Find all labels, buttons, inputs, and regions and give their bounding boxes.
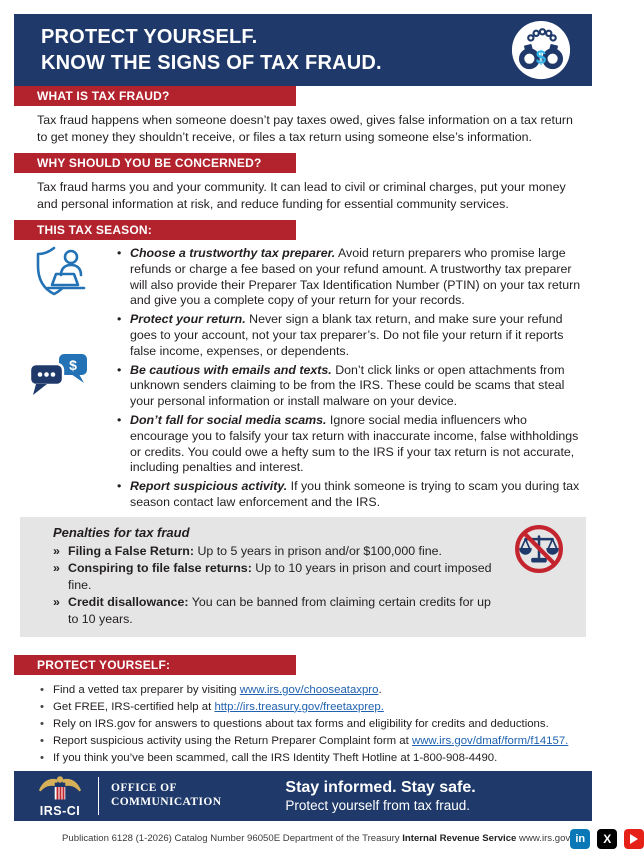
footer-divider xyxy=(98,777,99,815)
penalty-item-2-lead: Conspiring to file false returns: xyxy=(68,560,252,575)
publication-text: Publication 6128 (1-2026) Catalog Number 96050E Department of the Treasury Internal Revenue Service www.irs.gov xyxy=(62,833,571,845)
section-heading-season-label: THIS TAX SEASON: xyxy=(37,223,152,237)
section-heading-what-label: WHAT IS TAX FRAUD? xyxy=(37,89,170,103)
eagle-emblem-icon xyxy=(37,775,83,800)
page-title-line1: PROTECT YOURSELF. xyxy=(41,26,258,48)
protect-bullet-5-text: If you think you’ve been scammed, call the IRS Identity Theft Hotline at 1-800-908-4490. xyxy=(53,751,498,764)
protect-bullet-1-text: Find a vetted tax preparer by visiting xyxy=(53,683,240,696)
protect-bullet-3 xyxy=(40,716,592,733)
season-bullet-2-lead: Protect your return. xyxy=(130,312,246,327)
section-heading-what xyxy=(14,86,296,106)
no-scales-icon xyxy=(514,524,564,574)
protect-bullet-5 xyxy=(40,750,592,767)
section-heading-why-label: WHY SHOULD YOU BE CONCERNED? xyxy=(37,156,262,170)
season-bullet-4-lead: Don’t fall for social media scams. xyxy=(130,412,327,427)
chooseataxpro-link[interactable]: www.irs.gov/chooseataxpro xyxy=(239,683,379,696)
complaint-form-link[interactable]: www.irs.gov/dmaf/form/f14157. xyxy=(411,734,569,747)
protect-bullet-2-text: Get FREE, IRS-certified help at xyxy=(53,700,215,713)
protect-bullet-1-post: . xyxy=(378,683,382,696)
season-bullet-3-text: Don’t click links or open attachments from unknown senders claiming to be from the IRS. These could be scams that steal your personal information or install malware on your device. xyxy=(130,362,565,409)
penalty-item-1-lead: Filing a False Return: xyxy=(68,543,194,558)
season-bullet-5 xyxy=(117,479,588,511)
why-body-text: Tax fraud harms you and your community. It can lead to civil or criminal charges, put your money and personal information at risk, and reduce funding for essential community services. xyxy=(37,180,566,211)
irs-ci-label: IRS-CI xyxy=(39,803,81,818)
section-heading-why xyxy=(14,153,296,173)
season-bullet-list xyxy=(117,246,588,511)
section-heading-protect-label: PROTECT YOURSELF: xyxy=(37,657,171,672)
penalty-item-3 xyxy=(53,594,496,628)
footer-tagline xyxy=(285,778,475,814)
penalty-item-2-text: Up to 10 years in prison and court imposed fine. xyxy=(68,560,492,592)
season-bullet-4-text: Ignore social media influencers who encourage you to falsify your tax return with inaccurate income, false withholdings or credits. You could owe a hefty sum to the IRS if your tax return is not accurate, including penalties and interest. xyxy=(130,412,579,475)
protect-bullet-list xyxy=(40,682,592,767)
irs-bold-label: Internal Revenue Service xyxy=(402,833,517,845)
season-bullet-4 xyxy=(117,413,588,476)
protect-bullet-4 xyxy=(40,733,592,750)
season-bullet-2-text: Never sign a blank tax return, and make sure your refund goes to your account, not your tax preparer’s. Do not file your return if it reports false income, expenses, or dependents. xyxy=(130,312,564,358)
penalty-item-1 xyxy=(53,543,496,560)
protect-bullet-4-text: Report suspicious activity using the Return Preparer Complaint form at xyxy=(53,734,412,747)
season-bullet-3-lead: Be cautious with emails and texts. xyxy=(130,362,332,377)
tax-preparer-icon xyxy=(34,244,92,300)
x-twitter-icon[interactable]: X xyxy=(597,829,617,849)
section-heading-season xyxy=(14,220,296,240)
irs-ci-logo xyxy=(32,775,88,817)
freetaxprep-link[interactable]: http://irs.treasury.gov/freetaxprep. xyxy=(214,700,384,713)
penalty-item-3-lead: Credit disallowance: xyxy=(68,594,189,609)
section-heading-protect xyxy=(14,655,296,675)
penalties-box xyxy=(20,517,586,637)
page-title-line2: KNOW THE SIGNS OF TAX FRAUD. xyxy=(41,52,382,74)
what-body-text: Tax fraud happens when someone doesn’t pay taxes owed, gives false information on a tax return to get money they shouldn’t receive, or files a tax return using someone else’s information. xyxy=(37,113,573,144)
season-bullet-5-text: If you think someone is trying to scam you during tax season contact law enforcement and the IRS. xyxy=(130,479,580,509)
play-glyph xyxy=(630,834,638,844)
social-icons xyxy=(570,829,644,849)
svg-text:$: $ xyxy=(69,357,77,373)
handcuffs-dollar-icon xyxy=(510,19,572,81)
page-title xyxy=(41,24,510,76)
youtube-icon[interactable] xyxy=(624,829,644,849)
penalty-item-2 xyxy=(53,560,496,594)
season-bullet-1 xyxy=(117,246,588,309)
footer-tagline-sub: Protect yourself from tax fraud. xyxy=(285,797,470,813)
footer-banner xyxy=(14,771,592,821)
linkedin-icon[interactable]: in xyxy=(570,829,590,849)
season-bullet-1-lead: Choose a trustworthy tax preparer. xyxy=(130,246,336,260)
protect-bullet-3-text: Rely on IRS.gov for answers to questions about tax forms and eligibility for credits and deductions. xyxy=(53,717,549,730)
season-bullet-5-lead: Report suspicious activity. xyxy=(130,479,288,494)
publication-line xyxy=(14,829,612,849)
svg-text:$: $ xyxy=(535,46,547,68)
protect-bullet-1 xyxy=(40,682,592,699)
season-bullet-1-text: Avoid return preparers who promise large refunds or charge a fee based on your refund amount. A trustworthy tax preparer will also provide their Preparer Tax Identification Number (PTIN) on your tax return and give you a complete copy of your return for your records. xyxy=(130,246,581,308)
season-section xyxy=(14,240,592,511)
season-bullet-2 xyxy=(117,312,588,359)
header-banner xyxy=(14,14,592,86)
footer-tagline-bold: Stay informed. Stay safe. xyxy=(285,778,476,796)
chat-bubbles-dollar-icon xyxy=(27,352,93,400)
season-bullet-3 xyxy=(117,363,588,410)
penalties-title: Penalties for tax fraud xyxy=(53,524,190,540)
penalty-item-3-text: You can be banned from claiming certain credits for up to 10 years. xyxy=(68,594,491,626)
protect-bullet-2 xyxy=(40,699,592,716)
penalty-item-1-text: Up to 5 years in prison and/or $100,000 fine. xyxy=(194,543,442,558)
office-of-communication-label: OFFICE OF COMMUNICATION xyxy=(111,782,222,808)
